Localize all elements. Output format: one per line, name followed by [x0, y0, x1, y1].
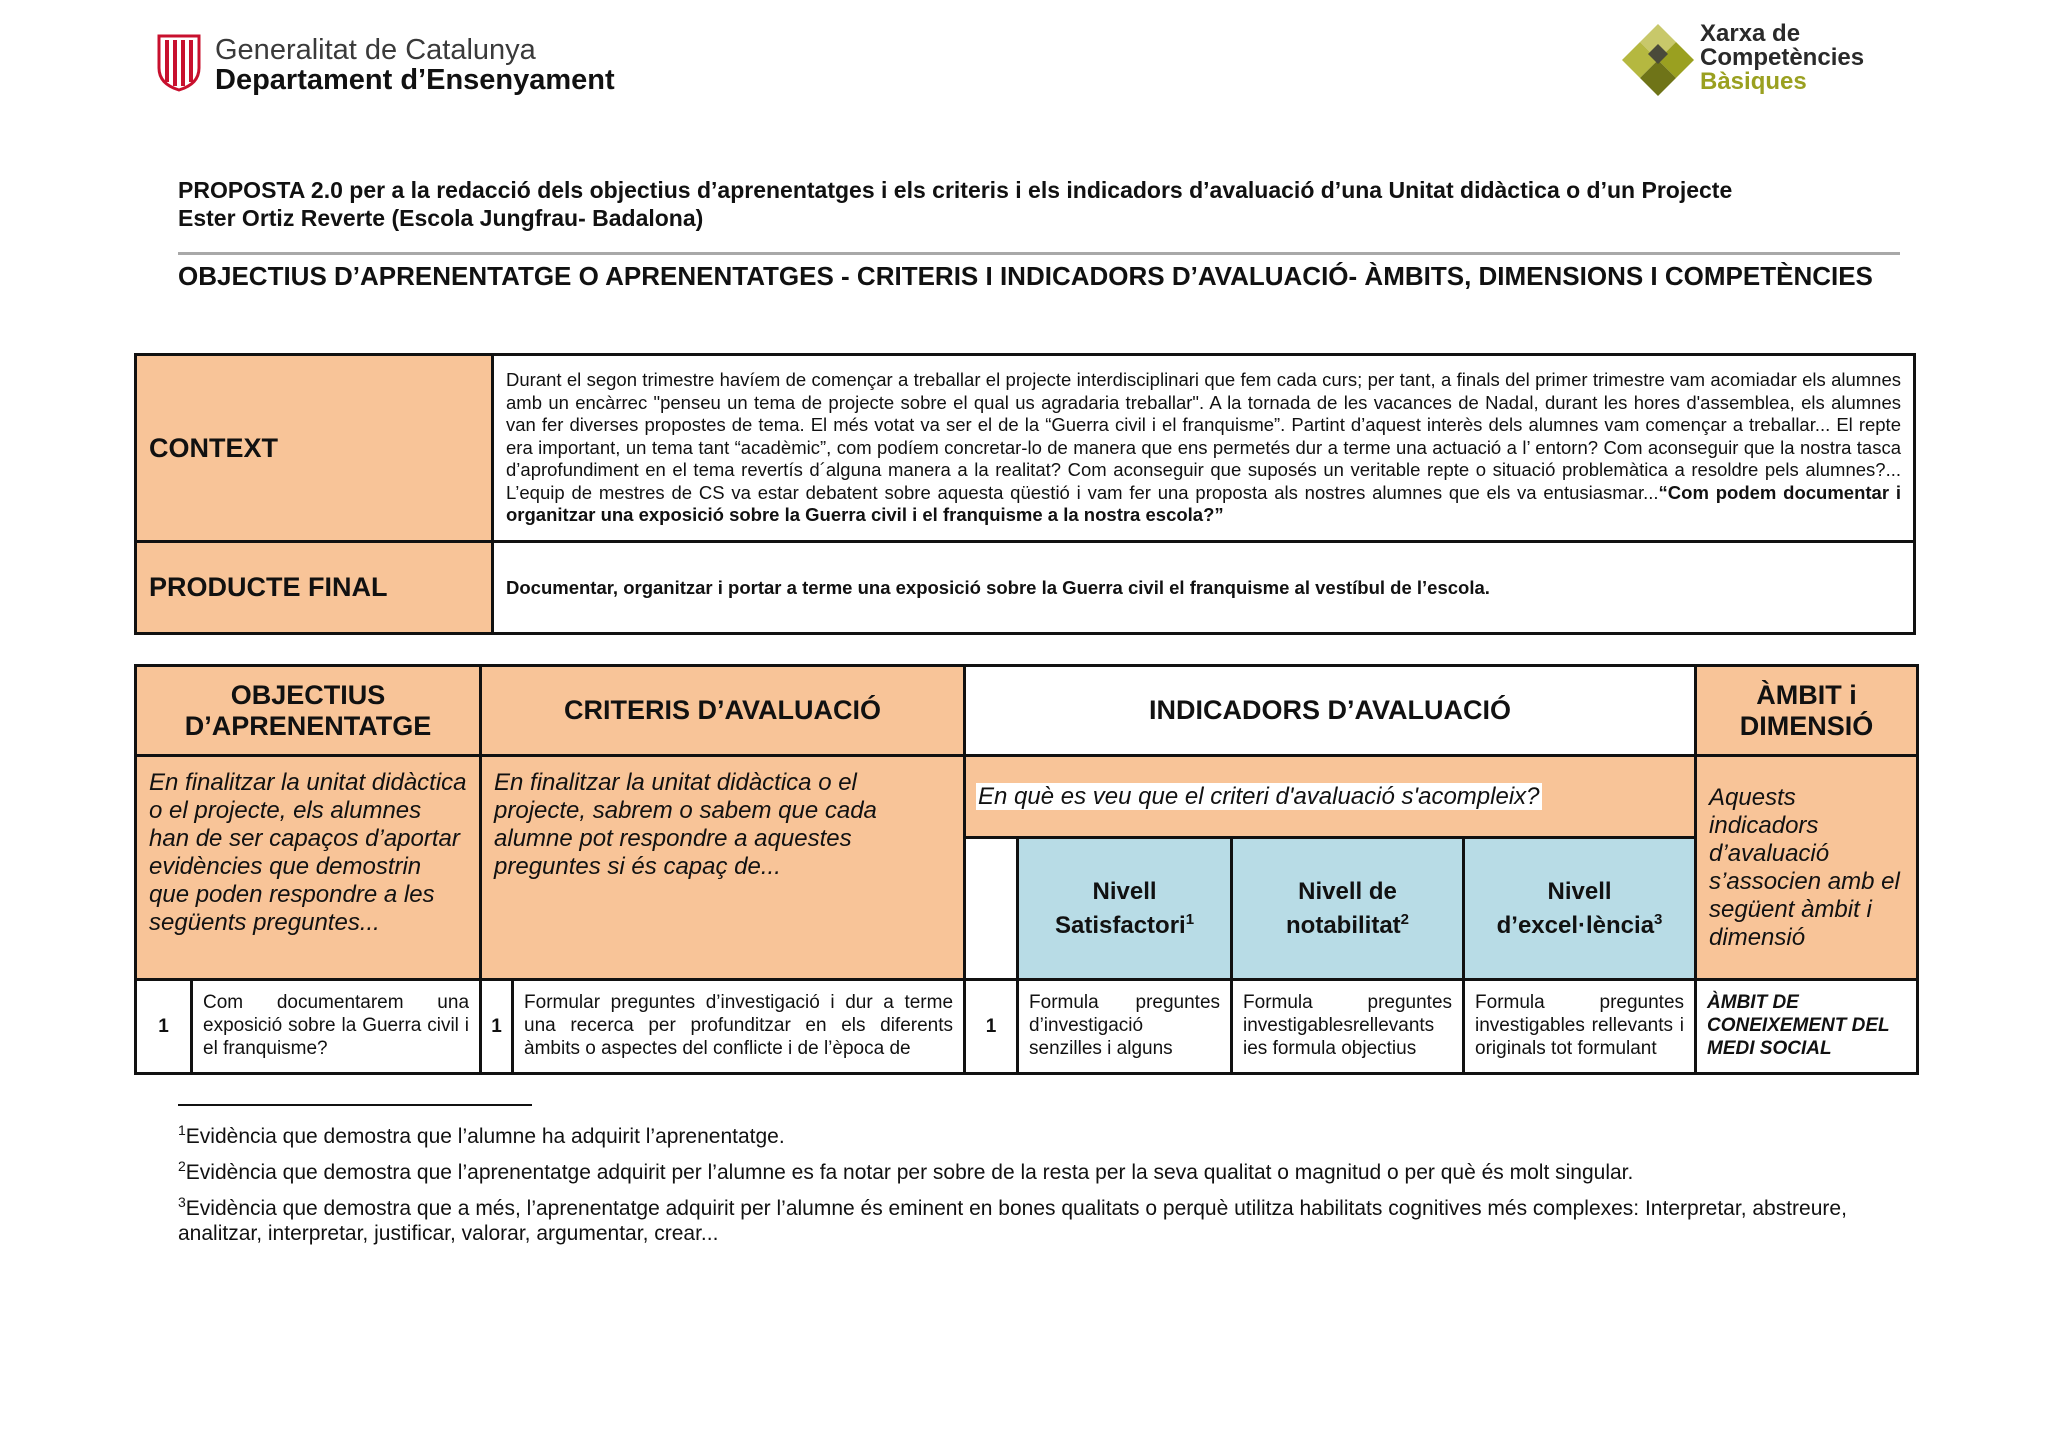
footnote-3-number: 3 [178, 1194, 186, 1210]
criterion-text [513, 980, 965, 1074]
objective-text-content: Com documentarem una exposició sobre la Guerra civil i el franquisme? [203, 992, 470, 1059]
indicator-3-content: Formula preguntes investigables rellevants i originals tot formulant [1475, 992, 1685, 1059]
footnote-1-text: Evidència que demostra que l’alumne ha adquirit l’aprenentatge. [185, 1125, 785, 1148]
diamond-pattern-icon [1620, 22, 1696, 98]
intro-objectius: En finalitzar la unitat didàctica o el projecte, els alumnes han de ser capaços d’aportar evidències que demostrin que poden respondre a les següents preguntes... [136, 756, 481, 980]
generalitat-logo [155, 32, 615, 96]
ambit-text: ÀMBIT DE CONEIXEMENT DEL MEDI SOCIAL [1696, 980, 1918, 1074]
footnote-3-text: Evidència que demostra que a més, l’aprenentatge adquirit per l’alumne és eminent en bones qualitats o perquè utilitza habilitats cognitives més complexes: Interpretar, abstreure, analitzar, interpretar, justificar, valorar, argumentar, crear... [178, 1197, 1847, 1245]
indicator-2-content: Formula preguntes investigablesrellevants ies formula objectius [1243, 992, 1453, 1059]
level-2-line1: Nivell de [1298, 877, 1397, 905]
level-1-line1: Nivell [1092, 877, 1157, 905]
header-ambit: ÀMBIT i DIMENSIÓ [1696, 666, 1918, 756]
indicator-notabilitat [1232, 980, 1464, 1074]
header-row [136, 666, 1918, 756]
footnote-1 [178, 1118, 1898, 1149]
indicator-excellencia [1464, 980, 1696, 1074]
table-row [136, 980, 1918, 1074]
header-criteris: CRITERIS D’AVALUACIÓ [481, 666, 965, 756]
header-indicadors: INDICADORS D’AVALUACIÓ [965, 666, 1696, 756]
footnote-divider [178, 1104, 532, 1106]
level-3-line1: Nivell [1547, 877, 1612, 905]
generalitat-name: Generalitat de Catalunya [215, 34, 536, 66]
objective-text [192, 980, 481, 1074]
level-excellencia [1464, 838, 1696, 980]
product-text: Documentar, organitzar i portar a terme una exposició sobre la Guerra civil el franquisme al vestíbul de l’escola. [493, 542, 1915, 634]
xarxa-line-1: Xarxa de [1700, 20, 1801, 47]
context-narrative: Durant el segon trimestre havíem de començar a treballar el projecte interdisciplinari que fem cada curs; per tant, a finals del primer trimestre vam acomiadar els alumnes amb un encàrrec "penseu un tema de projecte sobre el qual us agradaria treballar". A la tornada de les vacances de Nadal, durant les hores d'assemblea, els alumnes van fer diverses propostes de tema. El més votat va ser el de la “Guerra civil i el franquisme”. Partint d’aquest interès dels alumnes vam començar a treballar... El repte era important, un tema tant “acadèmic”, com podíem concretar-lo de manera que ens permetés dur a terme una actuació a l’ entorn? Com aconseguir que la nostra tasca d’aprofundiment en el tema revertís d´alguna manera a la realitat? Com aconseguir que suposés un veritable repte o situació problemàtica a resoldre pels alumnes?... L’equip de mestres de CS va estar debatent sobre aquesta qüestió i vam fer una proposta als nostres alumnes que els va entusiasmar... [506, 369, 1901, 503]
author-line: Ester Ortiz Reverte (Escola Jungfrau- Badalona) [178, 205, 704, 231]
xarxa-line-2: Competències [1700, 44, 1865, 71]
title-line-1: PROPOSTA 2.0 per a la redacció dels objectius d’aprenentatges i els criteris i els indicadors d’avaluació d’una Unitat didàctica o d’un Projecte [178, 177, 1733, 203]
footnote-2-number: 2 [178, 1158, 186, 1174]
xarxa-competencies-logo [1620, 18, 1880, 100]
intro-ambit: Aquests indicadors d’avaluació s’associen amb el següent àmbit i dimensió [1696, 756, 1918, 980]
intro-criteris: En finalitzar la unitat didàctica o el projecte, sabrem o sabem que cada alumne pot respondre a aquestes preguntes si és capaç de... [481, 756, 965, 980]
department-name: Departament d’Ensenyament [215, 64, 615, 96]
level-2-line2: notabilitat [1286, 911, 1401, 939]
footnote-2 [178, 1154, 1898, 1185]
objectives-table [134, 664, 1919, 1075]
intro-indicadors-text: En què es veu que el criteri d'avaluació s'acompleix? [978, 782, 1540, 810]
title-divider [178, 252, 1900, 255]
intro-indicadors [965, 756, 1696, 838]
level-satisfactori [1018, 838, 1232, 980]
context-row [136, 355, 1915, 542]
context-table [134, 353, 1916, 635]
context-question: “Com podem documentar i organitzar una exposició sobre la Guerra civil i el franquisme a la nostra escola?” [506, 481, 1901, 526]
level-1-line2: Satisfactori [1054, 911, 1186, 939]
product-row [136, 542, 1915, 634]
level-3-line2: d’excel·lència [1496, 911, 1655, 939]
product-label: PRODUCTE FINAL [136, 542, 493, 634]
level-notabilitat [1232, 838, 1464, 980]
header-objectius: OBJECTIUS D’APRENENTATGE [136, 666, 481, 756]
level-1-footnote-ref: 1 [1185, 910, 1195, 928]
xarxa-line-3: Bàsiques [1700, 68, 1807, 95]
level-2-footnote-ref: 2 [1400, 910, 1410, 928]
levels-blank-cell [965, 838, 1018, 980]
indicator-number: 1 [965, 980, 1018, 1074]
section-title: OBJECTIUS D’APRENENTATGE O APRENENTATGES - CRITERIS I INDICADORS D’AVALUACIÓ- ÀMBITS, DIMENSIONS I COMPETÈNCIES [178, 261, 1873, 291]
criterion-number: 1 [481, 980, 513, 1074]
objective-number: 1 [136, 980, 192, 1074]
footnote-2-text: Evidència que demostra que l’aprenentatge adquirit per l’alumne es fa notar per sobre de la resta per la seva qualitat o magnitud o per què és molt singular. [185, 1161, 1634, 1184]
level-3-footnote-ref: 3 [1654, 910, 1663, 928]
catalan-shield-icon [155, 32, 203, 92]
context-label: CONTEXT [136, 355, 493, 542]
criterion-text-content: Formular preguntes d’investigació i dur a terme una recerca per profunditzar en els diferents àmbits o aspectes del conflicte i de l’època de [524, 992, 954, 1059]
intro-row [136, 756, 1918, 838]
footnote-3 [178, 1190, 1898, 1246]
context-text [493, 355, 1915, 542]
footnote-1-number: 1 [178, 1122, 186, 1138]
footnotes [178, 1118, 1898, 1251]
indicator-satisfactori [1018, 980, 1232, 1074]
document-title [178, 176, 1898, 232]
indicator-1-content: Formula preguntes d’investigació senzilles i alguns [1029, 992, 1221, 1059]
